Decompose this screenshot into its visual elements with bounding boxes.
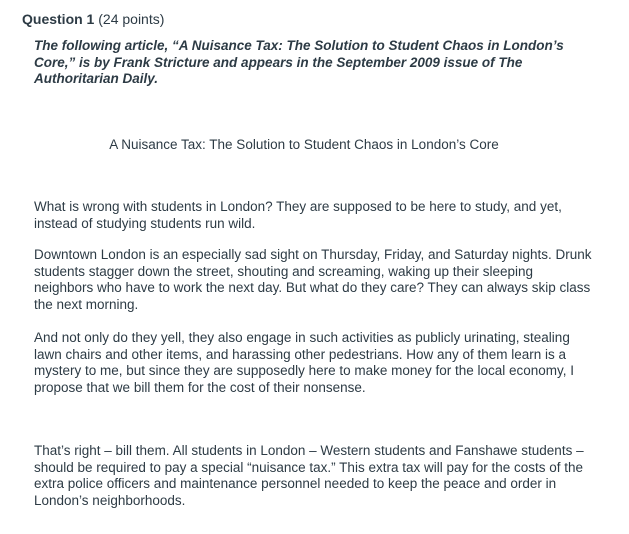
article-paragraph-1: What is wrong with students in London? They are supposed to be here to study, and yet, instead of studying students run wild. — [34, 199, 562, 231]
article-paragraph-4: That’s right – bill them. All students in London – Western students and Fanshawe students – should be required to pay a special “nuisance tax.” This extra tax will pay for the costs of the extra police officers and maintenance personnel needed to keep the peace and order in London’s neighborhoods. — [34, 443, 584, 508]
article-title: A Nuisance Tax: The Solution to Student Chaos in London’s Core — [109, 137, 499, 152]
question-points: (24 points) — [98, 11, 165, 27]
question-title: Question 1 — [22, 11, 95, 27]
article-paragraph-3: And not only do they yell, they also engage in such activities as publicly urinating, stealing lawn chairs and other items, and harassing other pedestrians. How any of them learn is a mystery to me, but since they are supposedly here to make money for the local economy, I propose that we bill them for the cost of their nonsense. — [34, 330, 575, 395]
article-paragraph-2: Downtown London is an especially sad sight on Thursday, Friday, and Saturday nights. Drunk students stagger down the street, shouting and screaming, waking up their sleeping neighbors who have to work the next day. But what do they care? They can always skip class the next morning. — [34, 247, 592, 312]
article-intro: The following article, “A Nuisance Tax: The Solution to Student Chaos in London’s Core,” is by Frank Stricture and appears in the September 2009 issue of The Authoritarian Daily. — [34, 38, 564, 86]
question-header — [22, 10, 164, 28]
